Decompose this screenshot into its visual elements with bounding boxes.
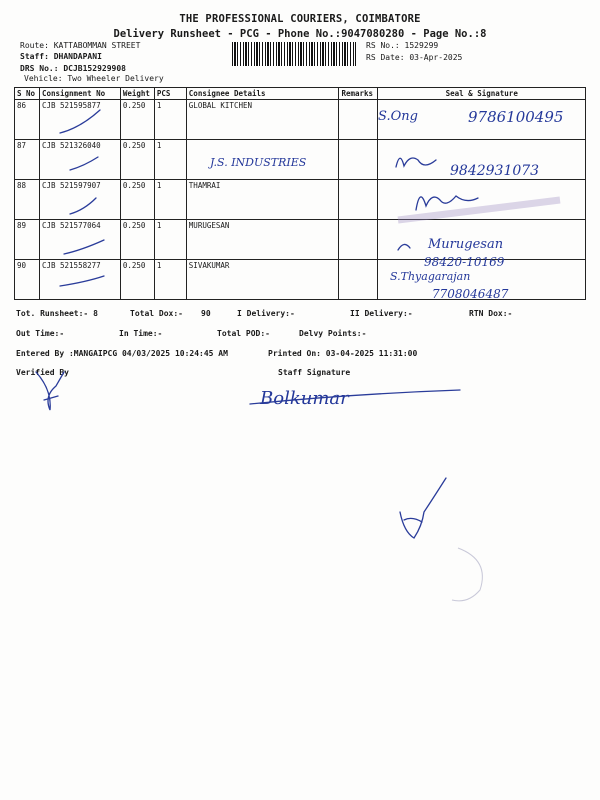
table-row — [15, 180, 586, 220]
col-seal-signature: Seal & Signature — [378, 88, 586, 100]
rs-date: RS Date: 03-Apr-2025 — [366, 53, 463, 62]
cell-weight: 0.250 — [120, 260, 154, 300]
table-row — [15, 220, 586, 260]
total-dox-label: Total Dox:- — [130, 309, 183, 318]
table-row — [15, 100, 586, 140]
cell-remarks — [339, 140, 378, 180]
cell-sno: 90 — [15, 260, 40, 300]
rs-number: RS No.: 1529299 — [366, 41, 439, 50]
printed-on: Printed On: 03-04-2025 11:31:00 — [268, 349, 418, 358]
verified-by: Verified By — [16, 368, 69, 377]
staff-signature: Bolkumar — [260, 388, 349, 409]
cell-pcs: 1 — [154, 220, 186, 260]
cell-remarks — [339, 220, 378, 260]
cell-sno: 89 — [15, 220, 40, 260]
cell-weight: 0.250 — [120, 180, 154, 220]
row90-handwritten-phone: 7708046487 — [432, 287, 509, 301]
col-pcs: PCS — [154, 88, 186, 100]
cell-signature — [378, 140, 586, 180]
out-time: Out Time:- — [16, 329, 65, 338]
staff-signature-label: Staff Signature — [278, 368, 351, 377]
cell-pcs: 1 — [154, 140, 186, 180]
row90-handwritten-name: S.Thyagarajan — [390, 270, 471, 283]
cell-signature — [378, 260, 586, 300]
total-dox-value: 90 — [201, 309, 211, 318]
cell-consignment: CJB 521597907 — [39, 180, 120, 220]
cell-signature — [378, 180, 586, 220]
cell-weight: 0.250 — [120, 220, 154, 260]
drs-label: DRS No.: DCJB152929908 — [20, 64, 126, 73]
cell-pcs: 1 — [154, 260, 186, 300]
runsheet-subtitle: Delivery Runsheet - PCG - Phone No.:9047080280 - Page No.:8 — [113, 28, 487, 40]
cell-consignee: MURUGESAN — [186, 220, 339, 260]
rtn-dox: RTN Dox:- — [469, 309, 513, 318]
cell-consignee — [186, 140, 339, 180]
cell-consignment: CJB 521326040 — [39, 140, 120, 180]
table-header-row — [15, 88, 586, 100]
cell-consignment: CJB 521577064 — [39, 220, 120, 260]
row86-handwritten-phone: 9786100495 — [468, 108, 564, 126]
cell-pcs: 1 — [154, 100, 186, 140]
entered-by: Entered By :MANGAIPCG 04/03/2025 10:24:45 AM — [16, 349, 228, 358]
staff-label: Staff: DHANDAPANI — [20, 52, 102, 61]
col-sno: S No — [15, 88, 40, 100]
staff-signature-underline — [250, 390, 460, 404]
cell-consignment: CJB 521595877 — [39, 100, 120, 140]
delvy-points: Delvy Points:- — [299, 329, 367, 338]
tot-runsheet: Tot. Runsheet:- 8 — [16, 309, 98, 318]
col-consignee: Consignee Details — [186, 88, 339, 100]
barcode — [232, 42, 356, 66]
vehicle-label: Vehicle: Two Wheeler Delivery — [24, 74, 164, 83]
cell-weight: 0.250 — [120, 100, 154, 140]
verified-by-signature — [36, 372, 64, 410]
table-row — [15, 260, 586, 300]
col-consignment: Consignment No — [39, 88, 120, 100]
col-remarks: Remarks — [339, 88, 378, 100]
cell-remarks — [339, 100, 378, 140]
ii-delivery: II Delivery:- — [350, 309, 413, 318]
row87-handwritten-consignee: J.S. INDUSTRIES — [210, 156, 307, 169]
cell-sno: 86 — [15, 100, 40, 140]
cell-consignee: SIVAKUMAR — [186, 260, 339, 300]
route-label: Route: KATTABOMMAN STREET — [20, 41, 141, 50]
in-time: In Time:- — [119, 329, 163, 338]
cell-signature — [378, 100, 586, 140]
row89-handwritten-phone: 98420-10169 — [424, 255, 505, 269]
cell-signature — [378, 220, 586, 260]
cell-sno: 88 — [15, 180, 40, 220]
row87-handwritten-phone: 9842931073 — [450, 163, 540, 179]
company-title: THE PROFESSIONAL COURIERS, COIMBATORE — [179, 13, 421, 25]
i-delivery: I Delivery:- — [237, 309, 295, 318]
row86-handwritten-name: S.Ong — [378, 109, 418, 124]
cell-consignee: GLOBAL KITCHEN — [186, 100, 339, 140]
cell-consignee: THAMRAI — [186, 180, 339, 220]
row89-handwritten-name: Murugesan — [428, 237, 504, 252]
faint-stamp-mark — [452, 548, 482, 601]
cell-remarks — [339, 260, 378, 300]
col-weight: Weight — [120, 88, 154, 100]
total-pod: Total POD:- — [217, 329, 270, 338]
cell-pcs: 1 — [154, 180, 186, 220]
cell-sno: 87 — [15, 140, 40, 180]
table-row — [15, 140, 586, 180]
bottom-signature-mark — [400, 478, 446, 538]
cell-remarks — [339, 180, 378, 220]
runsheet-table — [14, 87, 586, 300]
cell-weight: 0.250 — [120, 140, 154, 180]
cell-consignment: CJB 521558277 — [39, 260, 120, 300]
